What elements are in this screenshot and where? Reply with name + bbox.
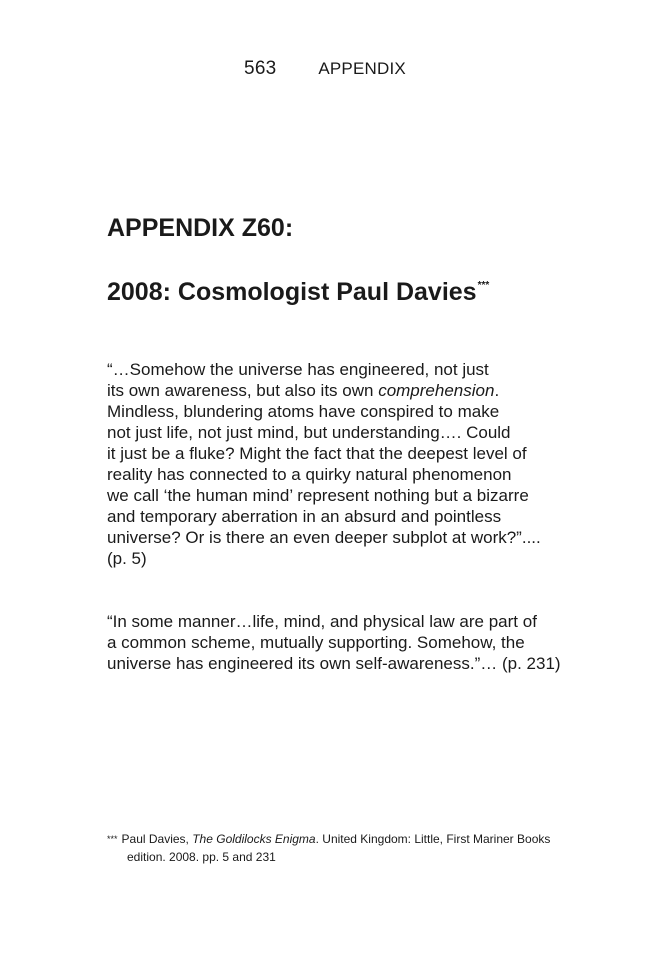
quote-paragraph-2 xyxy=(107,611,567,674)
appendix-title: APPENDIX Z60: xyxy=(107,214,294,242)
running-header xyxy=(0,58,650,80)
quote-line: reality has connected to a quirky natural phenomenon xyxy=(107,465,512,484)
footnote-line-1 xyxy=(107,830,557,848)
quote-line: “…Somehow the universe has engineered, not just xyxy=(107,360,489,379)
footnote xyxy=(107,830,557,866)
footnote-author: Paul Davies, xyxy=(121,832,193,846)
footnote-book-title: The Goldilocks Enigma xyxy=(192,832,316,846)
quote-line: it just be a fluke? Might the fact that the deepest level of xyxy=(107,444,527,463)
footnote-marker: *** xyxy=(107,834,118,844)
footnote-reference-marker: *** xyxy=(477,280,490,291)
quote-line: and temporary aberration in an absurd and pointless xyxy=(107,507,502,526)
quote-line: (p. 5) xyxy=(107,549,147,568)
running-section-title: APPENDIX xyxy=(318,59,406,78)
quote-line: we call ‘the human mind’ represent nothing but a bizarre xyxy=(107,486,529,505)
quote-line: universe has engineered its own self-awareness.”… (p. 231) xyxy=(107,654,561,673)
quote-line xyxy=(107,380,567,401)
quote-paragraph-1 xyxy=(107,359,567,569)
quote-line-text: its own awareness, but also its own xyxy=(107,381,379,400)
quote-line: Mindless, blundering atoms have conspired to make xyxy=(107,402,500,421)
emphasized-word: comprehension xyxy=(378,381,495,400)
subtitle-text: 2008: Cosmologist Paul Davies xyxy=(107,278,477,306)
appendix-subtitle xyxy=(107,278,489,307)
footnote-publisher: . United Kingdom: Little, First Mariner Books xyxy=(315,832,551,846)
quote-line: “In some manner…life, mind, and physical law are part of xyxy=(107,612,537,631)
emphasis-suffix: . xyxy=(494,381,500,400)
quote-line: a common scheme, mutually supporting. Somehow, the xyxy=(107,633,525,652)
quote-line: universe? Or is there an even deeper subplot at work?”.... xyxy=(107,528,541,547)
footnote-line-2: edition. 2008. pp. 5 and 231 xyxy=(127,850,276,864)
quote-line: not just life, not just mind, but understanding…. Could xyxy=(107,423,511,442)
page-number: 563 xyxy=(244,58,277,79)
